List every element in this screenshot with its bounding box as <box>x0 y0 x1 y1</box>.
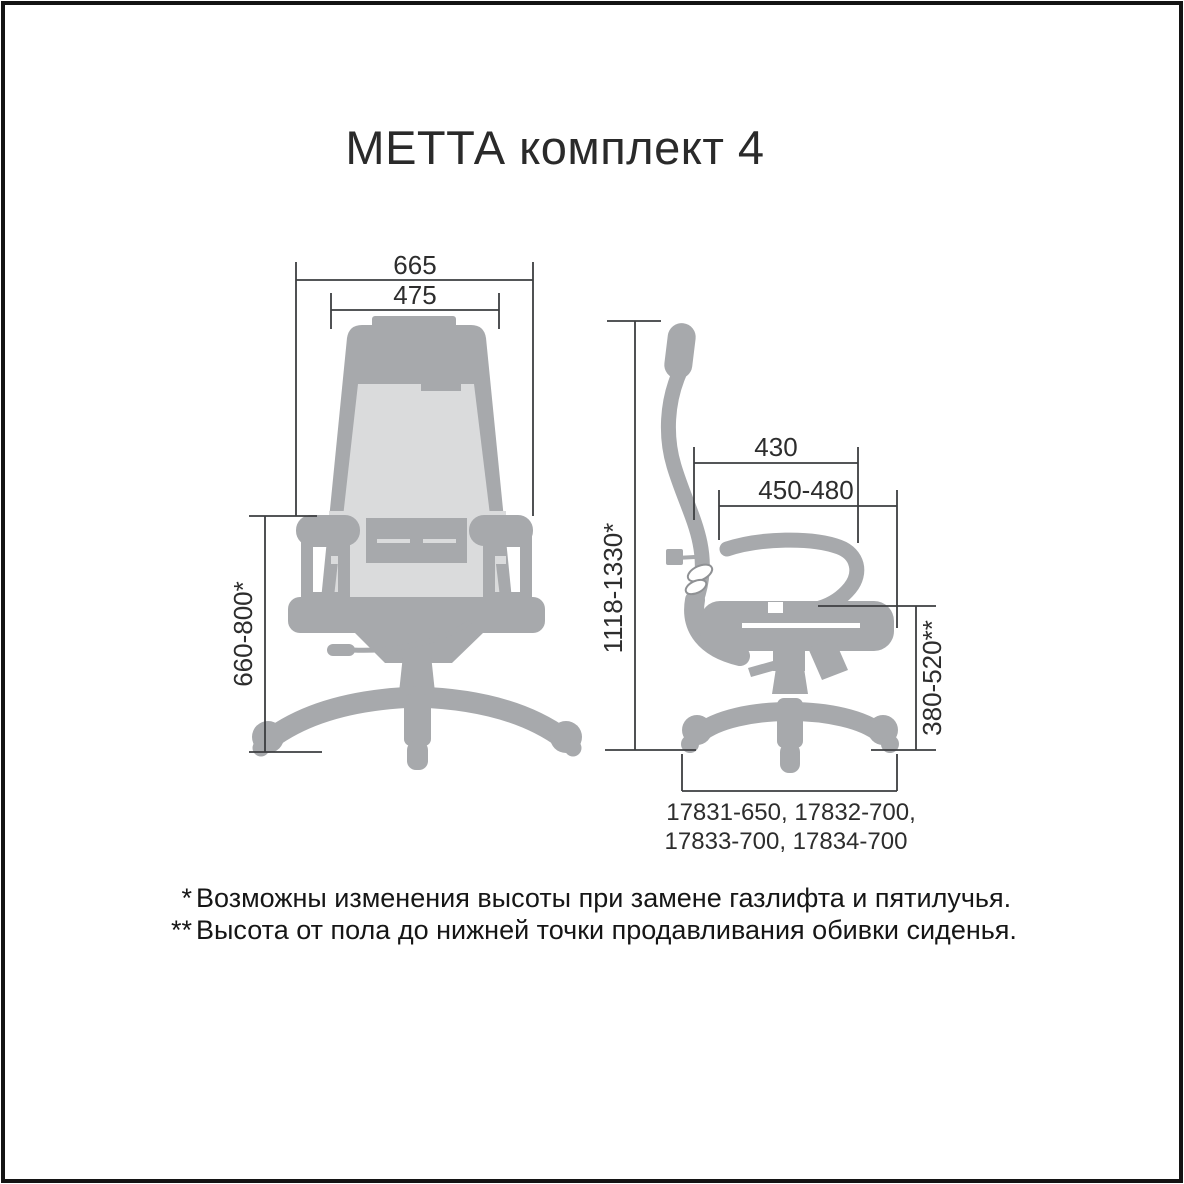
dim-475-label: 475 <box>393 280 437 310</box>
dim-1118-1330-label: 1118-1330* <box>598 522 628 654</box>
dim-665-label: 665 <box>393 250 437 280</box>
side-caster-center <box>780 743 800 773</box>
side-view-chair <box>663 322 899 773</box>
side-view-dimensions <box>598 321 947 855</box>
footnote-seat-height <box>170 915 1017 946</box>
base-models-line2: 17833-700, 17834-700 <box>664 828 908 855</box>
front-caster-right-wheel <box>565 740 582 757</box>
side-knob <box>666 549 683 565</box>
side-seat-seam <box>742 623 860 628</box>
side-gas-column <box>772 668 808 694</box>
side-armrest <box>727 540 857 608</box>
footnote-marker-2: ** <box>170 915 192 945</box>
front-backrest-mesh <box>334 384 500 597</box>
footnote-text-2: Высота от пола до нижней точки продавливания обивки сиденья. <box>196 915 1017 945</box>
footnote-marker-1: * <box>181 883 192 913</box>
front-gas-lever-handle <box>327 644 355 656</box>
front-seat <box>288 597 545 633</box>
front-caster-left-wheel <box>253 740 270 757</box>
front-base-front-arm <box>404 694 431 746</box>
front-headrest-mount <box>421 382 461 391</box>
side-seat-notch <box>768 602 783 613</box>
page-title: МЕТТА комплект 4 <box>345 121 765 174</box>
footnote-text-1: Возможны изменения высоты при замене газлифта и пятилучья. <box>196 883 1012 913</box>
front-lumbar-slot-left <box>377 539 410 543</box>
side-base-center-arm <box>777 698 803 748</box>
dim-660-800-label: 660-800* <box>228 581 258 687</box>
base-models-line1: 17831-650, 17832-700, <box>666 799 916 826</box>
front-lumbar-slot-right <box>423 539 456 543</box>
front-caster-front <box>407 741 428 770</box>
footnote-gas-lift <box>181 883 1012 914</box>
dim-430-label: 430 <box>754 432 798 462</box>
dim-450-480-label: 450-480 <box>758 475 854 505</box>
dim-380-520-label: 380-520** <box>917 620 947 736</box>
